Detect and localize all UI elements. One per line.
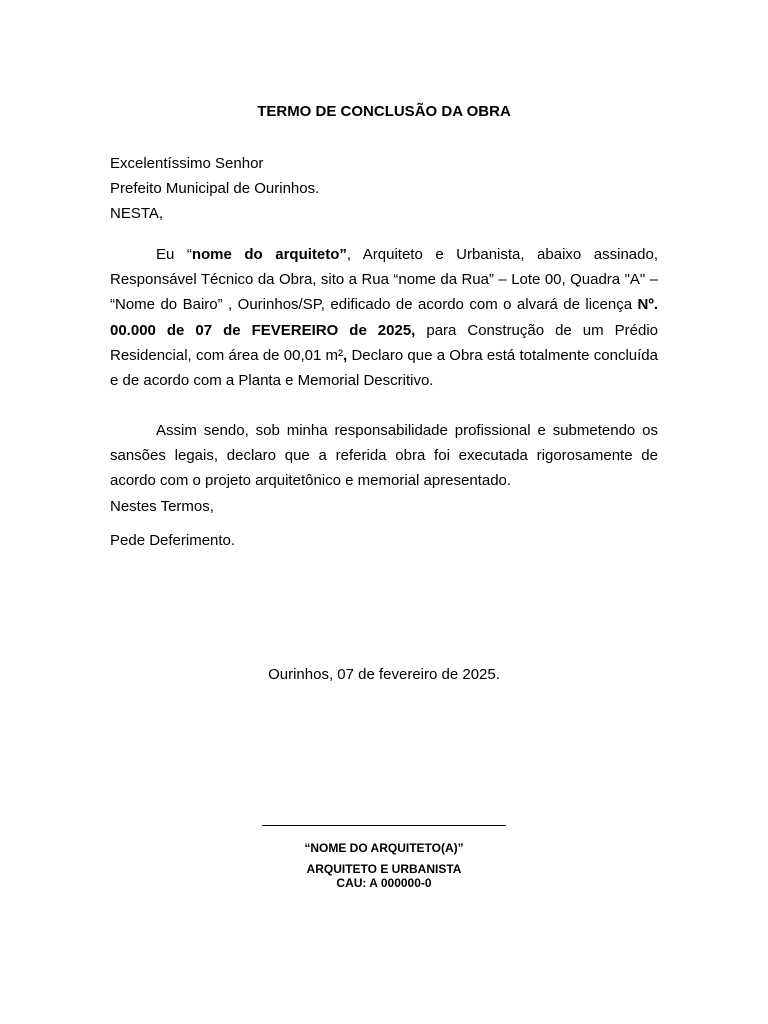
- declaration-paragraph: [110, 242, 658, 393]
- signatory-registration: CAU: A 000000-0: [336, 876, 432, 890]
- responsibility-paragraph: Assim sendo, sob minha responsabilidade profissional e submetendo os sansões legais, declaro que a referida obra foi executada rigorosamente de acordo com o projeto arquitetônico e memorial apresentado.: [110, 422, 658, 490]
- architect-name-placeholder: nome do arquiteto”: [191, 246, 347, 263]
- paragraph-text: , Arquiteto e Urbanista, abaixo assinado, Responsável Técnico da Obra, sito a Rua “nome da Rua” – Lote 00, Quadra "A" – “Nome do Bairo” , Ourinhos/SP, edificado de acordo com o alvará de licença: [110, 246, 658, 314]
- paragraph-punctuation: ,: [343, 346, 348, 364]
- paragraph-text: Eu “: [156, 246, 192, 263]
- signature-line: [262, 825, 506, 826]
- addressee-line: Prefeito Municipal de Ourinhos.: [110, 180, 320, 197]
- addressee-line: Excelentíssimo Senhor: [110, 155, 264, 172]
- paragraph-text: Declaro que a Obra está totalmente concluída e de acordo com a Planta e Memorial Descritivo.: [110, 346, 658, 390]
- paragraph-text: para Construção de um Prédio Residencial, com área de 00,01 m²: [110, 321, 658, 364]
- closing-line: Nestes Termos,: [110, 498, 214, 515]
- request-line: Pede Deferimento.: [110, 532, 236, 549]
- license-number: Nº. 00.000 de 07 de FEVEREIRO de 2025,: [110, 296, 658, 339]
- addressee-block: [110, 151, 319, 226]
- addressee-line: NESTA,: [110, 205, 164, 222]
- signatory-name: “NOME DO ARQUITETO(A)”: [304, 841, 464, 855]
- document-title: TERMO DE CONCLUSÃO DA OBRA: [257, 103, 511, 120]
- place-and-date: Ourinhos, 07 de fevereiro de 2025.: [268, 666, 500, 683]
- signatory-profession: ARQUITETO E URBANISTA: [306, 862, 462, 876]
